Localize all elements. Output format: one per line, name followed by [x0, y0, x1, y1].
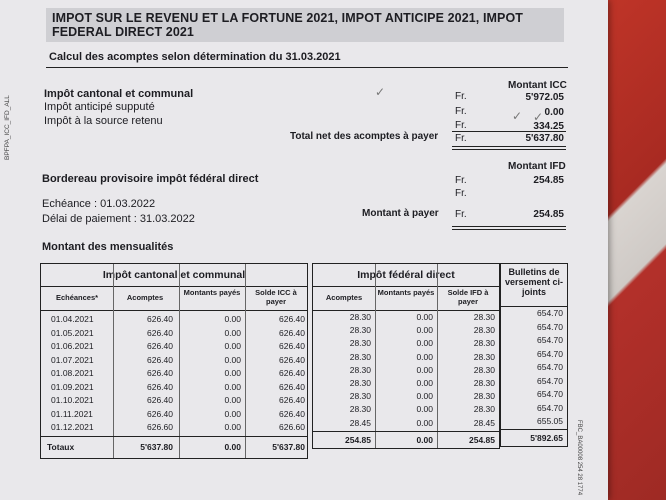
row-ifd-acompte: 28.30: [349, 338, 371, 349]
icc-currency-4: Fr.: [455, 133, 467, 144]
total-payes: 0.00: [224, 442, 241, 452]
row-ifd-solde: 28.30: [473, 404, 495, 415]
total-solde-ifd: 254.85: [469, 435, 495, 445]
row-bulletin: 654.70: [537, 375, 563, 386]
row-ifd-paye: 0.00: [416, 351, 433, 362]
row-ifd-solde: 28.30: [473, 325, 495, 336]
row-ifd-solde: 28.30: [473, 312, 495, 322]
row-ifd-acompte: 28.30: [349, 325, 371, 336]
totals-label: Totaux: [47, 442, 75, 452]
row-acompte: 626.40: [147, 368, 173, 378]
row-ifd-paye: 0.00: [416, 404, 433, 415]
row-bulletin: 654.70: [537, 362, 563, 372]
row-ifd-acompte: 28.30: [349, 378, 371, 388]
pen-mark: ✓: [375, 85, 386, 99]
ifd-monthly-table: [312, 263, 500, 449]
row-acompte: 626.40: [147, 354, 173, 365]
document-title: IMPOT SUR LE REVENU ET LA FORTUNE 2021, IMPOT ANTICIPE 2021, IMPOT FEDERAL DIRECT 2021: [46, 8, 564, 42]
total-payes-ifd: 0.00: [416, 435, 433, 445]
row-echeance-date: 01.12.2021: [51, 422, 94, 432]
row-echeance-date: 01.10.2021: [51, 395, 94, 405]
ifd-table-header-row: [313, 286, 499, 311]
col-acomptes: Acomptes: [126, 293, 164, 302]
row-ifd-acompte: 28.30: [349, 364, 371, 375]
icc-total-label: Total net des acomptes à payer: [290, 131, 439, 142]
row-echeance-date: 01.06.2021: [51, 341, 94, 351]
icc-main-value: 5'972.05: [525, 92, 564, 103]
row-solde-icc: 626.40: [279, 327, 305, 338]
side-code-left: BPFPA_ICC_IFD_ALL: [4, 95, 11, 160]
ifd-echeance: Echéance : 01.03.2022: [42, 198, 156, 210]
total-solde-icc: 5'637.80: [272, 442, 305, 452]
row-acompte: 626.40: [147, 327, 173, 338]
row-solde-icc: 626.40: [279, 368, 305, 378]
row-solde-icc: 626.60: [279, 422, 305, 432]
pen-mark: ✓: [533, 110, 544, 124]
row-montant-paye: 0.00: [224, 341, 241, 351]
icc-currency-3: Fr.: [455, 120, 467, 131]
ifd-column-header: Montant IFD: [508, 161, 566, 172]
icc-monthly-table: [40, 263, 308, 459]
bulletins-table: [500, 263, 568, 447]
row-montant-paye: 0.00: [224, 395, 241, 405]
row-ifd-solde: 28.30: [473, 351, 495, 362]
ifd-currency-1: Fr.: [455, 175, 467, 186]
row-echeance-date: 01.09.2021: [51, 381, 94, 392]
ifd-montant-label: Montant à payer: [362, 208, 439, 219]
icc-main-label: Impôt cantonal et communal: [44, 88, 194, 100]
row-ifd-paye: 0.00: [416, 378, 433, 388]
row-ifd-paye: 0.00: [416, 417, 433, 428]
icc-total-value: 5'637.80: [525, 133, 564, 144]
side-code-right: FBC_BA00008 254 28 1774: [576, 420, 582, 496]
ifd-montant-value: 254.85: [533, 209, 564, 220]
row-acompte: 626.40: [147, 395, 173, 405]
row-ifd-acompte: 28.45: [349, 417, 371, 428]
ifd-currency-2: Fr.: [455, 188, 467, 199]
bulletins-header-rule: [501, 306, 567, 307]
icc-table-title: Impôt cantonal et communal: [41, 264, 307, 287]
row-solde-icc: 626.40: [279, 408, 305, 419]
total-bulletins: 5'892.65: [530, 433, 563, 443]
row-bulletin: 654.70: [537, 389, 563, 399]
row-ifd-solde: 28.30: [473, 364, 495, 375]
bulletins-totals-rule: [501, 429, 567, 430]
col-echeances: Echéances*: [55, 293, 99, 302]
icc-currency-2: Fr.: [455, 106, 467, 117]
icc-total-rule-2: [452, 149, 566, 150]
row-acompte: 626.40: [147, 381, 173, 392]
icc-table-header-row: [41, 286, 307, 311]
row-echeance-date: 01.07.2021: [51, 354, 94, 365]
ifd-total-rule-1: [452, 226, 566, 227]
row-ifd-paye: 0.00: [416, 364, 433, 375]
row-ifd-acompte: 28.30: [349, 404, 371, 415]
ifd-totals-rule: [313, 431, 499, 432]
row-ifd-solde: 28.30: [473, 338, 495, 349]
row-ifd-acompte: 28.30: [349, 391, 371, 402]
row-echeance-date: 01.11.2021: [51, 408, 93, 419]
icc-column-header: Montant ICC: [508, 80, 567, 91]
ifd-currency-3: Fr.: [455, 209, 467, 220]
row-solde-icc: 626.40: [279, 341, 305, 351]
col-acomptes-ifd: Acomptes: [325, 293, 363, 302]
row-solde-icc: 626.40: [279, 314, 305, 324]
icc-totals-rule: [41, 436, 307, 437]
col-montants-payes: Montants payés: [183, 288, 241, 297]
row-montant-paye: 0.00: [224, 354, 241, 365]
row-montant-paye: 0.00: [224, 381, 241, 392]
row-bulletin: 654.70: [537, 335, 563, 345]
row-bulletin: 654.70: [537, 402, 563, 413]
row-acompte: 626.40: [147, 341, 173, 351]
row-ifd-acompte: 28.30: [349, 312, 371, 322]
total-acomptes: 5'637.80: [140, 442, 173, 452]
row-solde-icc: 626.40: [279, 381, 305, 392]
bulletins-title: Bulletins de versement ci-joints: [504, 267, 564, 297]
calculation-subtitle: Calcul des acomptes selon détermination du 31.03.2021: [49, 51, 341, 63]
row-echeance-date: 01.04.2021: [51, 314, 94, 324]
total-acomptes-ifd: 254.85: [345, 435, 371, 445]
icc-source-value: 334.25: [533, 121, 564, 132]
row-bulletin: 654.70: [537, 321, 563, 332]
row-acompte: 626.60: [147, 422, 173, 432]
row-ifd-solde: 28.45: [473, 417, 495, 428]
row-solde-icc: 626.40: [279, 354, 305, 365]
ifd-delai: Délai de paiement : 31.03.2022: [42, 213, 195, 225]
row-montant-paye: 0.00: [224, 327, 241, 338]
row-ifd-paye: 0.00: [416, 338, 433, 349]
mensualites-heading: Montant des mensualités: [42, 241, 174, 253]
row-montant-paye: 0.00: [224, 368, 241, 378]
icc-total-rule-1: [452, 146, 566, 147]
row-ifd-paye: 0.00: [416, 312, 433, 322]
col-montants-payes-ifd: Montants payés: [377, 288, 435, 297]
row-acompte: 626.40: [147, 408, 173, 419]
row-bulletin: 654.70: [537, 308, 563, 318]
row-montant-paye: 0.00: [224, 314, 241, 324]
row-montant-paye: 0.00: [224, 408, 241, 419]
row-bulletin: 655.05: [537, 416, 563, 426]
row-bulletin: 654.70: [537, 348, 563, 359]
subtitle-rule: [46, 67, 568, 68]
icc-sum-rule: [452, 131, 566, 132]
row-solde-icc: 626.40: [279, 395, 305, 405]
row-acompte: 626.40: [147, 314, 173, 324]
row-ifd-acompte: 28.30: [349, 351, 371, 362]
icc-source-label: Impôt à la source retenu: [44, 115, 163, 127]
row-ifd-solde: 28.30: [473, 378, 495, 388]
col-solde-ifd: Solde IFD à payer: [447, 288, 489, 306]
col-solde-icc: Solde ICC à payer: [255, 288, 297, 306]
pen-mark: ✓: [512, 109, 523, 123]
ifd-label: Bordereau provisoire impôt fédéral direct: [42, 173, 259, 185]
ifd-total-rule-2: [452, 229, 566, 230]
row-ifd-paye: 0.00: [416, 325, 433, 336]
row-montant-paye: 0.00: [224, 422, 241, 432]
icc-currency-1: Fr.: [455, 91, 467, 102]
row-ifd-solde: 28.30: [473, 391, 495, 402]
icc-anticipe-label: Impôt anticipé supputé: [44, 101, 155, 113]
ifd-value: 254.85: [533, 175, 564, 186]
ifd-table-title: Impôt fédéral direct: [313, 264, 499, 287]
row-ifd-paye: 0.00: [416, 391, 433, 402]
icc-anticipe-value: 0.00: [544, 107, 564, 118]
row-echeance-date: 01.08.2021: [51, 368, 94, 378]
row-echeance-date: 01.05.2021: [51, 327, 94, 338]
